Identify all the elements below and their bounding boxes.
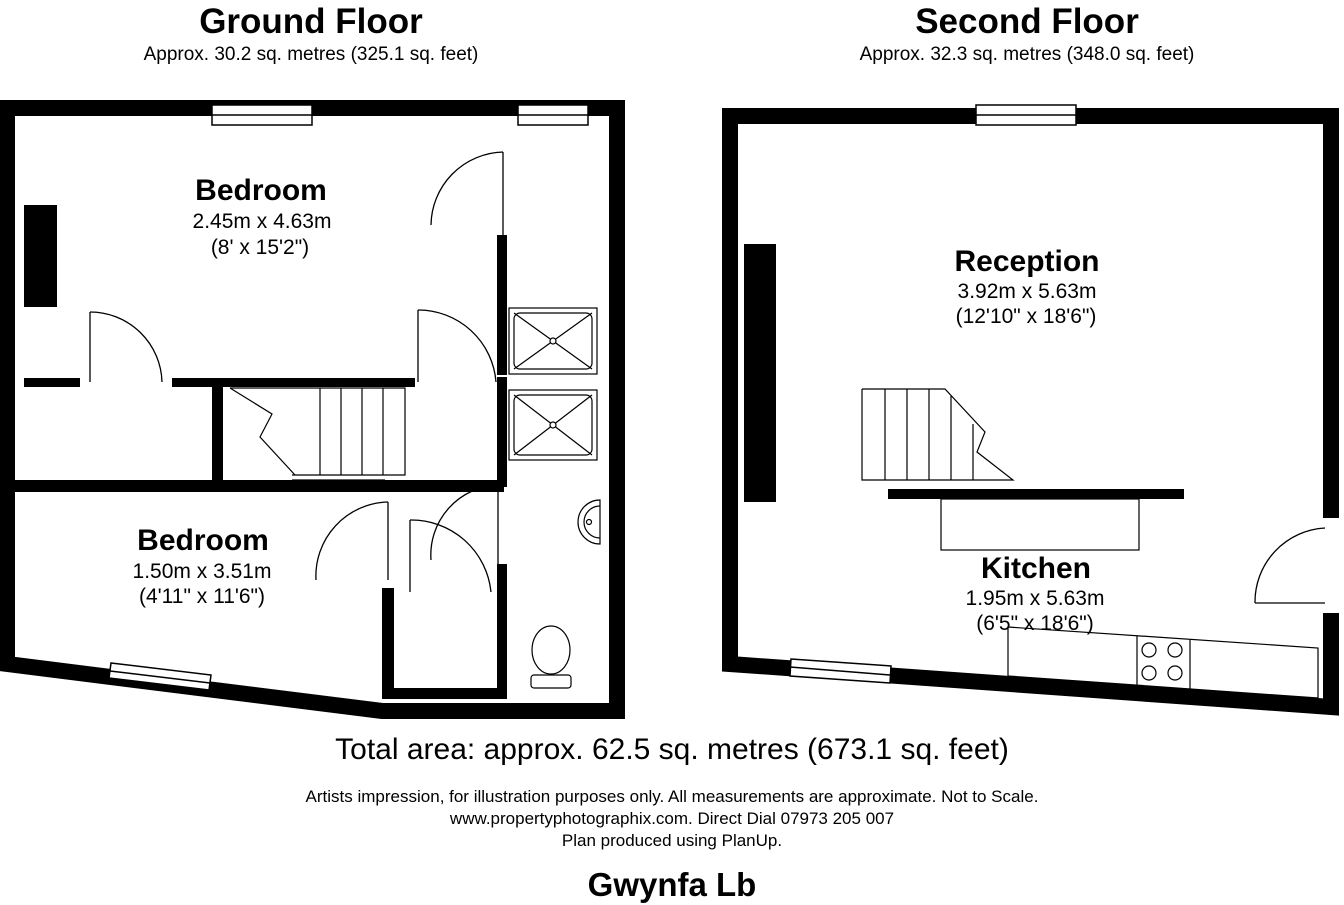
room-dimensions-metric: 1.50m x 3.51m xyxy=(132,560,272,583)
second-floor-area: Approx. 32.3 sq. metres (348.0 sq. feet) xyxy=(859,44,1195,65)
ground-showers xyxy=(509,308,597,460)
ground-internal-walls xyxy=(14,205,507,699)
room-dimensions-imperial: (8' x 15'2") xyxy=(210,236,310,259)
room-label-ground-bedroom-2 xyxy=(133,524,272,608)
chimney-breast xyxy=(744,244,776,502)
room-label-kitchen xyxy=(966,552,1105,635)
room-dimensions-imperial: (12'10" x 18'6") xyxy=(955,305,1097,328)
room-dimensions-imperial: (4'11" x 11'6") xyxy=(138,585,266,608)
property-name: Gwynfa Lb xyxy=(587,866,757,903)
disclaimer: Artists impression, for illustration purposes only. All measurements are approximate. Not to Scale. xyxy=(305,787,1039,806)
ground-floor-area: Approx. 30.2 sq. metres (325.1 sq. feet) xyxy=(143,44,479,65)
room-name: Kitchen xyxy=(980,552,1092,585)
ground-stairs xyxy=(230,388,405,480)
room-label-reception xyxy=(954,245,1099,328)
kitchen-counter xyxy=(888,489,1184,499)
ground-toilet xyxy=(531,626,571,688)
room-dimensions-imperial: (6'5" x 18'6") xyxy=(976,612,1094,635)
contact-info: www.propertyphotographix.com. Direct Dial 07973 205 007 xyxy=(449,809,895,828)
room-name: Bedroom xyxy=(195,174,327,207)
room-name: Reception xyxy=(954,245,1100,278)
second-floor-title: Second Floor xyxy=(915,2,1139,41)
ground-basin xyxy=(578,500,600,544)
ground-floor-title: Ground Floor xyxy=(199,2,423,41)
room-dimensions-metric: 1.95m x 5.63m xyxy=(965,587,1105,610)
credit: Plan produced using PlanUp. xyxy=(561,831,783,850)
room-name: Bedroom xyxy=(137,524,269,557)
room-dimensions-metric: 3.92m x 5.63m xyxy=(957,280,1097,303)
second-stairs xyxy=(862,389,1013,480)
total-area: Total area: approx. 62.5 sq. metres (673.1 sq. feet) xyxy=(335,733,1009,766)
kitchen-unit xyxy=(941,499,1139,550)
room-dimensions-metric: 2.45m x 4.63m xyxy=(192,210,332,233)
room-label-ground-bedroom-1 xyxy=(193,174,332,259)
second-door xyxy=(1255,528,1325,603)
